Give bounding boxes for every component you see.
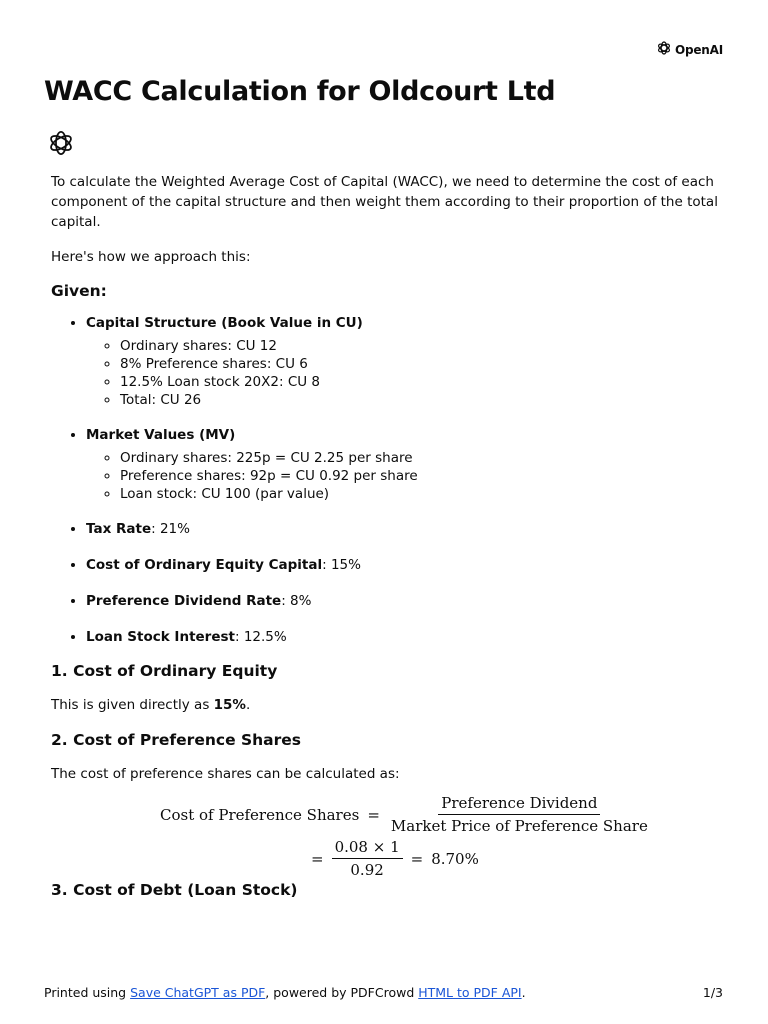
html-to-pdf-link[interactable]: HTML to PDF API (418, 985, 522, 1000)
cost-equity-value: : 15% (322, 557, 361, 573)
formula-lhs: Cost of Preference Shares (160, 805, 360, 824)
fraction-numerator: Preference Dividend (438, 794, 600, 815)
loan-interest-label: Loan Stock Interest (86, 629, 235, 645)
tax-rate-value: : 21% (151, 521, 190, 537)
list-item: ◦ 12.5% Loan stock 20X2: CU 8 (120, 373, 721, 391)
list-item: ◦ Total: CU 26 (120, 391, 721, 409)
list-item-tax-rate (86, 519, 721, 539)
formula-fraction-1 (388, 794, 651, 835)
formula-row-1 (160, 794, 651, 835)
list-item-pref-dividend (86, 591, 721, 611)
pref-dividend-label: Preference Dividend Rate (86, 593, 282, 609)
list-item: ◦ Loan stock: CU 100 (par value) (120, 485, 721, 503)
list-item: ◦ Ordinary shares: 225p = CU 2.25 per share (120, 449, 721, 467)
response-content (51, 172, 721, 914)
capital-structure-label: Capital Structure (Book Value in CU) (86, 315, 363, 331)
preference-cost-formula (51, 794, 721, 880)
save-chatgpt-pdf-link[interactable]: Save ChatGPT as PDF (130, 985, 266, 1000)
tax-rate-label: Tax Rate (86, 521, 152, 537)
formula-equals: = (410, 849, 424, 868)
list-item: ◦ Ordinary shares: CU 12 (120, 337, 721, 355)
formula-equals: = (311, 849, 324, 868)
print-footer (44, 985, 723, 1000)
fraction-numerator: 0.08 × 1 (332, 838, 403, 859)
given-heading: Given: (51, 282, 107, 300)
intro-paragraph: To calculate the Weighted Average Cost of Capital (WACC), we need to determine the cost of each component of the capital structure and then weight them according to their proportion of the total capital. (51, 174, 718, 230)
footer-middle: , powered by PDFCrowd (265, 985, 419, 1000)
page-number: 1/3 (702, 985, 723, 1000)
section1-value: 15% (213, 697, 246, 713)
page-title: WACC Calculation for Oldcourt Ltd (44, 76, 556, 107)
section-heading-cost-debt: 3. Cost of Debt (Loan Stock) (51, 881, 298, 899)
fraction-denominator: Market Price of Preference Share (390, 817, 648, 835)
section1-period: . (245, 697, 251, 713)
formula-equals: = (367, 805, 380, 824)
capital-structure-sublist (86, 337, 721, 409)
market-values-label: Market Values (MV) (86, 427, 236, 443)
approach-paragraph: Here's how we approach this: (51, 249, 251, 265)
formula-row-2 (311, 838, 479, 879)
formula-result: 8.70% (431, 849, 479, 868)
list-item-cost-equity (86, 555, 721, 575)
fraction-denominator: 0.92 (350, 861, 384, 879)
footer-end: . (521, 985, 526, 1000)
list-item-market-values (86, 425, 721, 503)
formula-fraction-2 (332, 838, 403, 879)
openai-logo-icon (656, 40, 672, 59)
given-list (51, 313, 721, 647)
list-item: ◦ Preference shares: 92p = CU 0.92 per share (120, 467, 721, 485)
cost-equity-label: Cost of Ordinary Equity Capital (86, 557, 323, 573)
list-item: ◦ 8% Preference shares: CU 6 (120, 355, 721, 373)
footer-text (44, 985, 526, 1000)
footer-prefix: Printed using (44, 985, 131, 1000)
list-item-capital-structure (86, 313, 721, 409)
pref-dividend-value: : 8% (281, 593, 312, 609)
section-heading-cost-preference: 2. Cost of Preference Shares (51, 731, 302, 749)
brand-name: OpenAI (674, 42, 723, 57)
loan-interest-value: : 12.5% (234, 629, 287, 645)
market-values-sublist (86, 449, 721, 503)
section2-paragraph: The cost of preference shares can be calculated as: (51, 766, 400, 782)
section1-paragraph (51, 695, 721, 715)
section1-text: This is given directly as (51, 697, 214, 713)
openai-brand (656, 40, 723, 59)
section-heading-cost-equity: 1. Cost of Ordinary Equity (51, 662, 278, 680)
chatgpt-avatar-icon (47, 129, 75, 157)
list-item-loan-interest (86, 627, 721, 647)
